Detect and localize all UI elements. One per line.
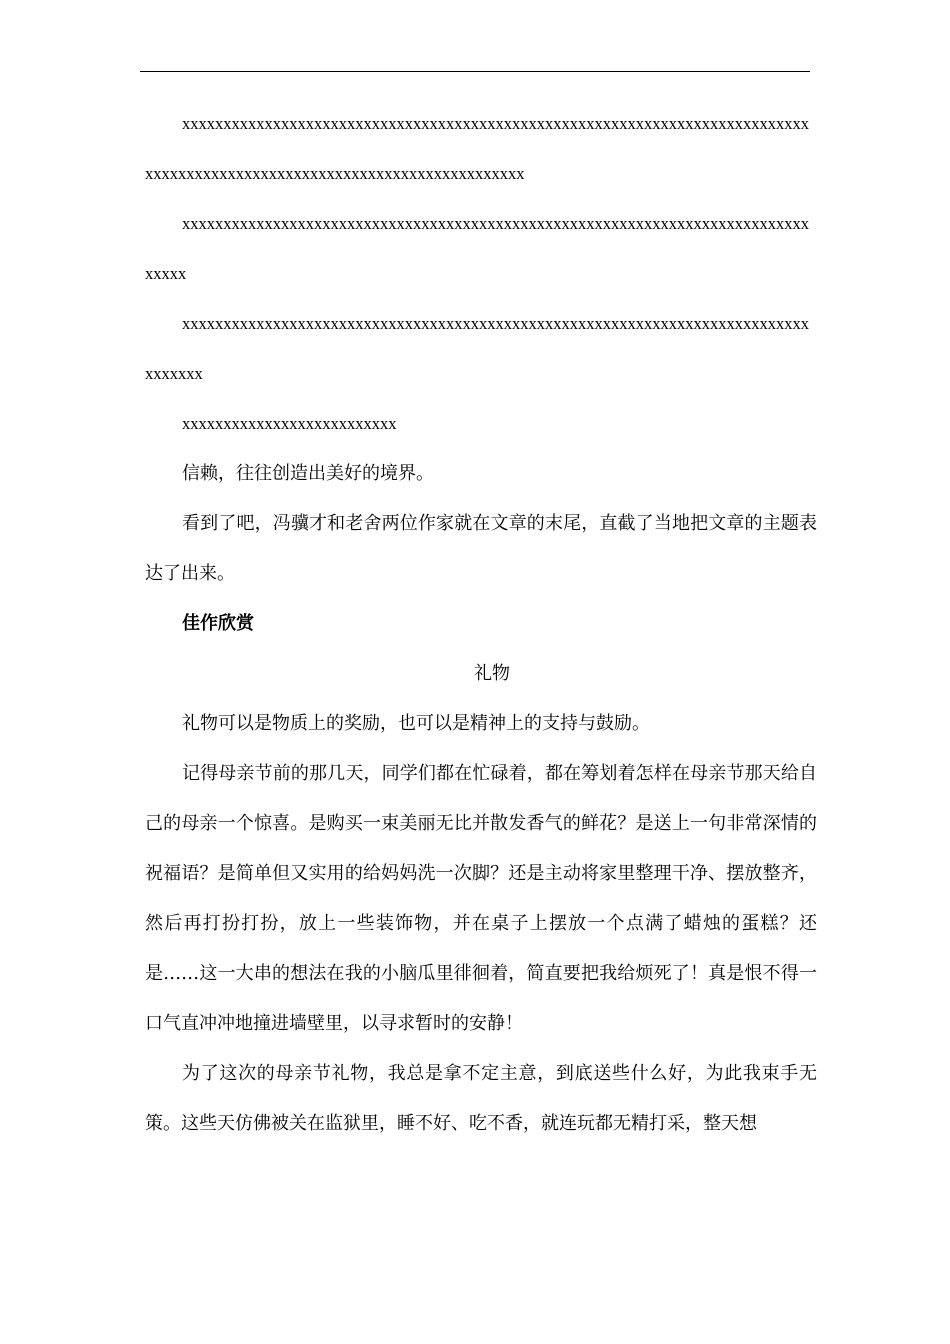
trust-sentence: 信赖，往往创造出美好的境界。 [182,463,434,484]
essay-title: 礼物 [474,663,510,684]
placeholder-paragraph-1: xxxxxxxxxxxxxxxxxxxxxxxxxxxxxxxxxxxxxxxxxxxxxxxxxxxxxxxxxxxxxxxxxxxxxxxxxxxxxxxxxxxxxxxxxxxxxxxxxxxxxxxxxxxxxxxxxxxxxxxxxx [145,114,809,183]
header-rule [140,71,810,72]
essay-paragraph-3: 为了这次的母亲节礼物，我总是拿不定主意，到底送些什么好，为此我束手无策。这些天仿佛被关在监狱里，睡不好、吃不香，就连玩都无精打采，整天想 [145,1063,817,1134]
essay-paragraph-2: 记得母亲节前的那几天，同学们都在忙碌着，都在筹划着怎样在母亲节那天给自己的母亲一个惊喜。是购买一束美丽无比并散发香气的鲜花？是送上一句非常深情的祝福语？是简单但又实用的给妈妈洗一次脚？还是主动将家里整理干净、摆放整齐，然后再打扮打扮，放上一些装饰物，并在桌子上摆放一个点满了蜡烛的蛋糕？还是……这一大串的想法在我的小脑瓜里徘徊着，简直要把我给烦死了！真是恨不得一口气直冲冲地撞进墙壁里，以寻求暂时的安静！ [145,763,817,1034]
document-body [145,99,817,1149]
commentary-paragraph: 看到了吧，冯骥才和老舍两位作家就在文章的末尾，直截了当地把文章的主题表达了出来。 [145,513,817,584]
essay-paragraph-1: 礼物可以是物质上的奖励，也可以是精神上的支持与鼓励。 [182,713,650,734]
placeholder-paragraph-3: xxxxxxxxxxxxxxxxxxxxxxxxxxxxxxxxxxxxxxxxxxxxxxxxxxxxxxxxxxxxxxxxxxxxxxxxxxxxxxxxxxx [145,314,809,383]
placeholder-paragraph-2: xxxxxxxxxxxxxxxxxxxxxxxxxxxxxxxxxxxxxxxxxxxxxxxxxxxxxxxxxxxxxxxxxxxxxxxxxxxxxxxxx [145,214,809,283]
placeholder-paragraph-4: xxxxxxxxxxxxxxxxxxxxxxxxxx [182,414,397,433]
section-heading: 佳作欣赏 [182,613,254,634]
